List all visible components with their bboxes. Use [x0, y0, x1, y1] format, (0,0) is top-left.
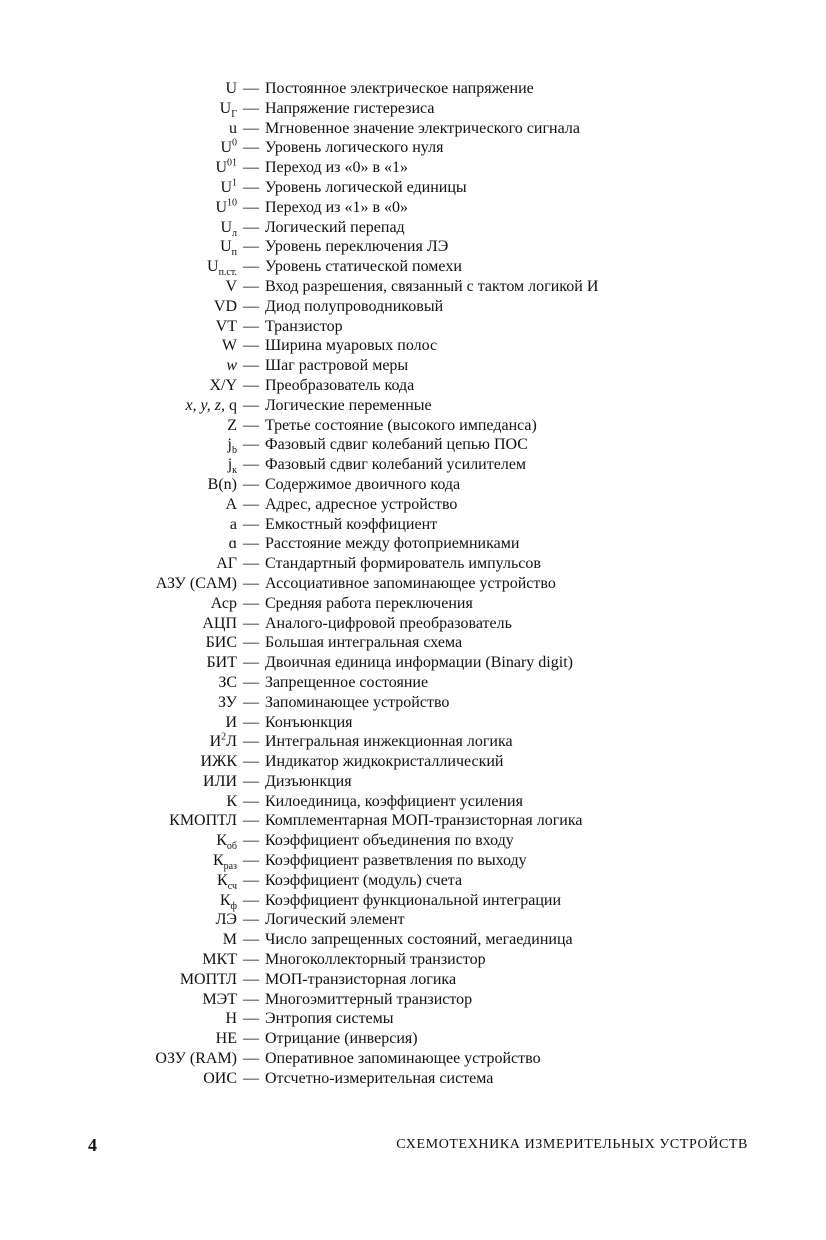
symbol-base: U — [219, 99, 232, 117]
em-dash: — — [243, 614, 259, 632]
abbreviation-row — [0, 891, 826, 911]
symbol-base: A — [225, 495, 237, 513]
abbreviation-definition: Коэффициент объединения по входу — [265, 832, 514, 850]
symbol-base: Н — [225, 1010, 237, 1028]
symbol-base: И — [225, 713, 237, 731]
em-dash: — — [243, 871, 259, 889]
abbreviation-definition: Логический перепад — [265, 218, 405, 236]
abbreviation-row — [0, 119, 826, 139]
abbreviation-symbol — [0, 336, 243, 356]
abbreviation-definition: Вход разрешения, связанный с тактом логикой И — [265, 277, 599, 295]
symbol-base: VD — [213, 297, 237, 315]
abbreviation-row — [0, 970, 826, 990]
symbol-base: ОЗУ (RAM) — [155, 1050, 237, 1068]
abbreviation-definition: Число запрещенных состояний, мегаединица — [265, 931, 573, 949]
abbreviation-definition: Коэффициент функциональной интеграции — [265, 891, 562, 909]
symbol-base: X/Y — [209, 376, 237, 394]
em-dash: — — [243, 515, 259, 533]
em-dash: — — [243, 357, 259, 375]
em-dash: — — [243, 277, 259, 295]
running-title: СХЕМОТЕХНИКА ИЗМЕРИТЕЛЬНЫХ УСТРОЙСТВ — [396, 1137, 748, 1152]
abbreviation-row — [0, 614, 826, 634]
em-dash: — — [243, 970, 259, 988]
abbreviation-symbol — [0, 1069, 243, 1089]
em-dash: — — [243, 178, 259, 196]
abbreviation-row — [0, 673, 826, 693]
abbreviation-symbol — [0, 653, 243, 673]
symbol-base: U — [220, 238, 232, 256]
em-dash: — — [243, 159, 259, 177]
abbreviation-definition: Килоединица, коэффициент усиления — [265, 792, 523, 810]
symbol-base: U — [215, 159, 227, 177]
em-dash: — — [243, 99, 259, 117]
symbol-base: К — [217, 871, 228, 889]
em-dash: — — [243, 990, 259, 1008]
abbreviation-row — [0, 792, 826, 812]
symbol-subscript: Г — [231, 108, 237, 120]
symbol-base: u — [229, 119, 237, 137]
abbreviation-definition: Емкостный коэффициент — [265, 515, 438, 533]
symbol-base: К — [216, 832, 227, 850]
abbreviation-symbol — [0, 851, 243, 871]
em-dash: — — [243, 931, 259, 949]
abbreviation-row — [0, 574, 826, 594]
abbreviation-row — [0, 455, 826, 475]
abbreviation-row — [0, 198, 826, 218]
symbol-base: Аср — [210, 594, 237, 612]
abbreviation-definition: Коэффициент (модуль) счета — [265, 871, 463, 889]
em-dash: — — [243, 139, 259, 157]
symbol-base: V — [225, 277, 237, 295]
symbol-base: АЦП — [202, 614, 237, 632]
symbol-subscript: ф — [230, 900, 237, 912]
abbreviation-definition: Стандартный формирователь импульсов — [265, 555, 541, 573]
symbol-base: БИС — [205, 634, 237, 652]
symbol-base: U — [215, 198, 227, 216]
abbreviation-row — [0, 336, 826, 356]
abbreviation-symbol — [0, 554, 243, 574]
symbol-subscript: b — [232, 445, 237, 457]
abbreviation-row — [0, 158, 826, 178]
abbreviation-symbol — [0, 475, 243, 495]
abbreviation-definition: МОП-транзисторная логика — [265, 970, 457, 988]
em-dash: — — [243, 198, 259, 216]
abbreviation-row — [0, 1009, 826, 1029]
em-dash: — — [243, 396, 259, 414]
symbol-base: U — [220, 218, 232, 236]
symbol-base: ɑ — [228, 535, 237, 553]
abbreviation-definition: Запоминающее устройство — [265, 693, 450, 711]
abbreviation-definition: Адрес, адресное устройство — [265, 495, 458, 513]
symbol-base: АЗУ (CAM) — [155, 574, 237, 592]
abbreviation-row — [0, 772, 826, 792]
em-dash: — — [243, 1030, 259, 1048]
symbol-subscript: л — [232, 227, 237, 239]
em-dash: — — [243, 475, 259, 493]
symbol-base: ЛЭ — [215, 911, 237, 929]
abbreviation-row — [0, 138, 826, 158]
abbreviation-row — [0, 297, 826, 317]
em-dash: — — [243, 911, 259, 929]
em-dash: — — [243, 812, 259, 830]
abbreviation-symbol — [0, 79, 243, 99]
abbreviation-symbol — [0, 435, 243, 455]
abbreviation-symbol — [0, 317, 243, 337]
symbol-base: МЭТ — [202, 990, 237, 1008]
symbol-base: x, y, z, — [185, 396, 225, 414]
abbreviation-row — [0, 356, 826, 376]
symbol-base: B(n) — [207, 475, 237, 493]
abbreviation-symbol — [0, 237, 243, 257]
abbreviation-definition: Средняя работа переключения — [265, 594, 473, 612]
abbreviation-definition: Мгновенное значение электрического сигнала — [265, 119, 580, 137]
abbreviation-symbol — [0, 297, 243, 317]
em-dash: — — [243, 218, 259, 236]
abbreviation-symbol — [0, 673, 243, 693]
abbreviation-row — [0, 277, 826, 297]
em-dash: — — [243, 832, 259, 850]
symbol-suffix: Л — [226, 733, 237, 751]
abbreviation-row — [0, 930, 826, 950]
abbreviation-symbol — [0, 178, 243, 198]
abbreviation-symbol — [0, 218, 243, 238]
abbreviation-row — [0, 713, 826, 733]
em-dash: — — [243, 456, 259, 474]
abbreviation-symbol — [0, 495, 243, 515]
em-dash: — — [243, 317, 259, 335]
abbreviation-definition: Ассоциативное запоминающее устройство — [265, 574, 556, 592]
em-dash: — — [243, 891, 259, 909]
symbol-superscript: 2 — [221, 731, 227, 743]
abbreviation-row — [0, 178, 826, 198]
em-dash: — — [243, 238, 259, 256]
symbol-base: МОПТЛ — [179, 970, 237, 988]
symbol-base: К — [226, 792, 237, 810]
abbreviation-symbol — [0, 198, 243, 218]
symbol-subscript: раз — [223, 861, 237, 873]
abbreviation-symbol — [0, 811, 243, 831]
abbreviation-definition: Уровень статической помехи — [265, 258, 462, 276]
abbreviation-definition: Шаг растровой меры — [265, 357, 409, 375]
abbreviation-definition: Уровень логической единицы — [265, 178, 467, 196]
symbol-superscript: 0 — [232, 138, 237, 150]
abbreviation-symbol — [0, 1029, 243, 1049]
em-dash: — — [243, 1010, 259, 1028]
abbreviation-definition: Фазовый сдвиг колебаний цепью ПОС — [265, 436, 528, 454]
abbreviation-definition: Переход из «1» в «0» — [265, 198, 409, 216]
em-dash: — — [243, 594, 259, 612]
abbreviation-symbol — [0, 752, 243, 772]
abbreviation-definition: Комплементарная МОП-транзисторная логика — [265, 812, 583, 830]
symbol-base: ОИС — [203, 1069, 237, 1087]
symbol-base: МКТ — [202, 951, 237, 969]
abbreviation-symbol — [0, 138, 243, 158]
abbreviation-row — [0, 79, 826, 99]
em-dash: — — [243, 555, 259, 573]
symbol-subscript: п — [231, 247, 237, 259]
page-number: 4 — [88, 1135, 97, 1155]
abbreviation-symbol — [0, 792, 243, 812]
abbreviation-definition: Интегральная инжекционная логика — [265, 733, 513, 751]
symbol-base: НЕ — [215, 1030, 237, 1048]
abbreviation-definition: Третье состояние (высокого импеданса) — [265, 416, 537, 434]
symbol-base: U — [220, 178, 232, 196]
abbreviation-row — [0, 950, 826, 970]
symbol-base: VT — [215, 317, 237, 335]
abbreviation-definition: Содержимое двоичного кода — [265, 475, 461, 493]
abbreviation-symbol — [0, 1009, 243, 1029]
em-dash: — — [243, 654, 259, 672]
abbreviation-row — [0, 1049, 826, 1069]
symbol-base: К — [219, 891, 231, 909]
em-dash: — — [243, 337, 259, 355]
em-dash: — — [243, 80, 259, 97]
em-dash: — — [243, 772, 259, 790]
abbreviation-symbol — [0, 970, 243, 990]
abbreviation-symbol — [0, 594, 243, 614]
em-dash: — — [243, 792, 259, 810]
abbreviation-row — [0, 594, 826, 614]
abbreviation-definition: Двоичная единица информации (Binary digit) — [265, 654, 573, 672]
abbreviation-row — [0, 237, 826, 257]
abbreviation-symbol — [0, 693, 243, 713]
abbreviation-definition: Индикатор жидкокристаллический — [265, 753, 504, 771]
abbreviation-symbol — [0, 990, 243, 1010]
symbol-base: U — [220, 139, 232, 157]
abbreviation-symbol — [0, 950, 243, 970]
abbreviation-row — [0, 376, 826, 396]
abbreviation-definition: Напряжение гистерезиса — [265, 99, 435, 117]
em-dash: — — [243, 753, 259, 771]
abbreviation-row — [0, 99, 826, 119]
abbreviation-row — [0, 475, 826, 495]
symbol-base: w — [226, 357, 237, 375]
abbreviation-symbol — [0, 455, 243, 475]
abbreviation-symbol — [0, 356, 243, 376]
abbreviation-definition: Дизъюнкция — [265, 772, 352, 790]
symbol-subscript: к — [232, 465, 237, 477]
abbreviation-symbol — [0, 891, 243, 911]
em-dash: — — [243, 733, 259, 751]
em-dash: — — [243, 1069, 259, 1087]
symbol-subscript: сч — [227, 881, 237, 893]
abbreviation-symbol — [0, 732, 243, 752]
em-dash: — — [243, 495, 259, 513]
abbreviation-symbol — [0, 633, 243, 653]
abbreviation-row — [0, 515, 826, 535]
abbreviation-symbol — [0, 871, 243, 891]
abbreviation-row — [0, 495, 826, 515]
abbreviation-row — [0, 693, 826, 713]
symbol-base: j — [227, 436, 232, 454]
em-dash: — — [243, 852, 259, 870]
abbreviation-row — [0, 534, 826, 554]
abbreviation-symbol — [0, 534, 243, 554]
abbreviation-symbol — [0, 910, 243, 930]
symbol-base: ЗС — [218, 673, 237, 691]
abbreviation-symbol — [0, 99, 243, 119]
abbreviation-definition: Многоэмиттерный транзистор — [265, 990, 473, 1008]
abbreviation-row — [0, 732, 826, 752]
symbol-base: К — [212, 852, 224, 870]
abbreviation-row — [0, 1029, 826, 1049]
abbreviation-definition: Большая интегральная схема — [265, 634, 463, 652]
abbreviation-definition: Коэффициент разветвления по выходу — [265, 852, 527, 870]
abbreviation-symbol — [0, 1049, 243, 1069]
abbreviation-symbol — [0, 574, 243, 594]
abbreviation-definition: Конъюнкция — [265, 713, 353, 731]
abbreviation-row — [0, 752, 826, 772]
em-dash: — — [243, 416, 259, 434]
symbol-suffix: q — [225, 396, 237, 414]
abbreviation-definition: Аналого-цифровой преобразователь — [265, 614, 512, 632]
abbreviation-symbol — [0, 515, 243, 535]
abbreviation-row — [0, 990, 826, 1010]
abbreviation-row — [0, 633, 826, 653]
symbol-base: М — [222, 931, 237, 949]
abbreviation-symbol — [0, 376, 243, 396]
symbol-subscript: об — [226, 841, 237, 853]
symbol-base: Z — [227, 416, 237, 434]
abbreviation-list — [0, 79, 826, 1089]
abbreviation-row — [0, 435, 826, 455]
abbreviation-row — [0, 871, 826, 891]
symbol-base: ЗУ — [218, 693, 237, 711]
abbreviation-definition: Расстояние между фотоприемниками — [265, 535, 520, 553]
symbol-base: a — [229, 515, 237, 533]
abbreviation-definition: Фазовый сдвиг колебаний усилителем — [265, 456, 527, 474]
abbreviation-row — [0, 831, 826, 851]
abbreviation-symbol — [0, 257, 243, 277]
abbreviation-row — [0, 218, 826, 238]
symbol-subscript: п.ст. — [218, 267, 237, 279]
abbreviation-symbol — [0, 158, 243, 178]
em-dash: — — [243, 535, 259, 553]
abbreviation-definition: Транзистор — [265, 317, 343, 335]
page-footer — [0, 1135, 826, 1155]
em-dash: — — [243, 436, 259, 454]
abbreviation-symbol — [0, 119, 243, 139]
em-dash: — — [243, 258, 259, 276]
abbreviation-definition: Отрицание (инверсия) — [265, 1030, 418, 1048]
abbreviation-definition: Отсчетно-измерительная система — [265, 1069, 494, 1087]
abbreviation-definition: Логические переменные — [265, 396, 432, 414]
abbreviation-row — [0, 851, 826, 871]
symbol-base: ИЖК — [200, 753, 237, 771]
abbreviation-symbol — [0, 614, 243, 634]
abbreviation-symbol — [0, 277, 243, 297]
abbreviation-symbol — [0, 772, 243, 792]
abbreviation-symbol — [0, 416, 243, 436]
abbreviation-definition: Запрещенное состояние — [265, 673, 429, 691]
em-dash: — — [243, 713, 259, 731]
symbol-base: j — [227, 456, 233, 474]
symbol-superscript: 01 — [227, 157, 237, 169]
symbol-base: U — [225, 80, 237, 97]
abbreviation-row — [0, 811, 826, 831]
abbreviation-definition: Энтропия системы — [265, 1010, 394, 1028]
abbreviation-symbol — [0, 396, 243, 416]
abbreviation-definition: Диод полупроводниковый — [265, 297, 444, 315]
symbol-base: БИТ — [206, 654, 237, 672]
abbreviation-definition: Преобразователь кода — [265, 376, 415, 394]
symbol-base: АГ — [216, 555, 237, 573]
em-dash: — — [243, 634, 259, 652]
abbreviation-definition: Многоколлекторный транзистор — [265, 951, 486, 969]
abbreviation-definition: Уровень логического нуля — [265, 139, 444, 157]
abbreviation-symbol — [0, 713, 243, 733]
abbreviation-definition: Логический элемент — [265, 911, 405, 929]
symbol-superscript: 1 — [232, 177, 237, 189]
abbreviation-row — [0, 257, 826, 277]
symbol-superscript: 10 — [227, 197, 237, 209]
symbol-base: И — [209, 733, 222, 751]
abbreviation-definition: Ширина муаровых полос — [265, 337, 438, 355]
abbreviation-row — [0, 653, 826, 673]
em-dash: — — [243, 119, 259, 137]
abbreviation-row — [0, 554, 826, 574]
symbol-base: W — [221, 337, 237, 355]
em-dash: — — [243, 673, 259, 691]
symbol-base: ИЛИ — [203, 772, 237, 790]
abbreviation-row — [0, 1069, 826, 1089]
symbol-base: U — [207, 258, 219, 276]
abbreviation-definition: Оперативное запоминающее устройство — [265, 1050, 541, 1068]
abbreviation-definition: Переход из «0» в «1» — [265, 159, 409, 177]
abbreviation-definition: Постоянное электрическое напряжение — [265, 80, 534, 97]
symbol-base: КМОПТЛ — [169, 812, 237, 830]
em-dash: — — [243, 376, 259, 394]
em-dash: — — [243, 951, 259, 969]
abbreviation-definition: Уровень переключения ЛЭ — [265, 238, 449, 256]
abbreviation-symbol — [0, 831, 243, 851]
abbreviation-row — [0, 910, 826, 930]
abbreviation-row — [0, 396, 826, 416]
em-dash: — — [243, 297, 259, 315]
em-dash: — — [243, 574, 259, 592]
em-dash: — — [243, 1050, 259, 1068]
em-dash: — — [243, 693, 259, 711]
abbreviation-symbol — [0, 930, 243, 950]
abbreviation-row — [0, 317, 826, 337]
abbreviation-row — [0, 416, 826, 436]
